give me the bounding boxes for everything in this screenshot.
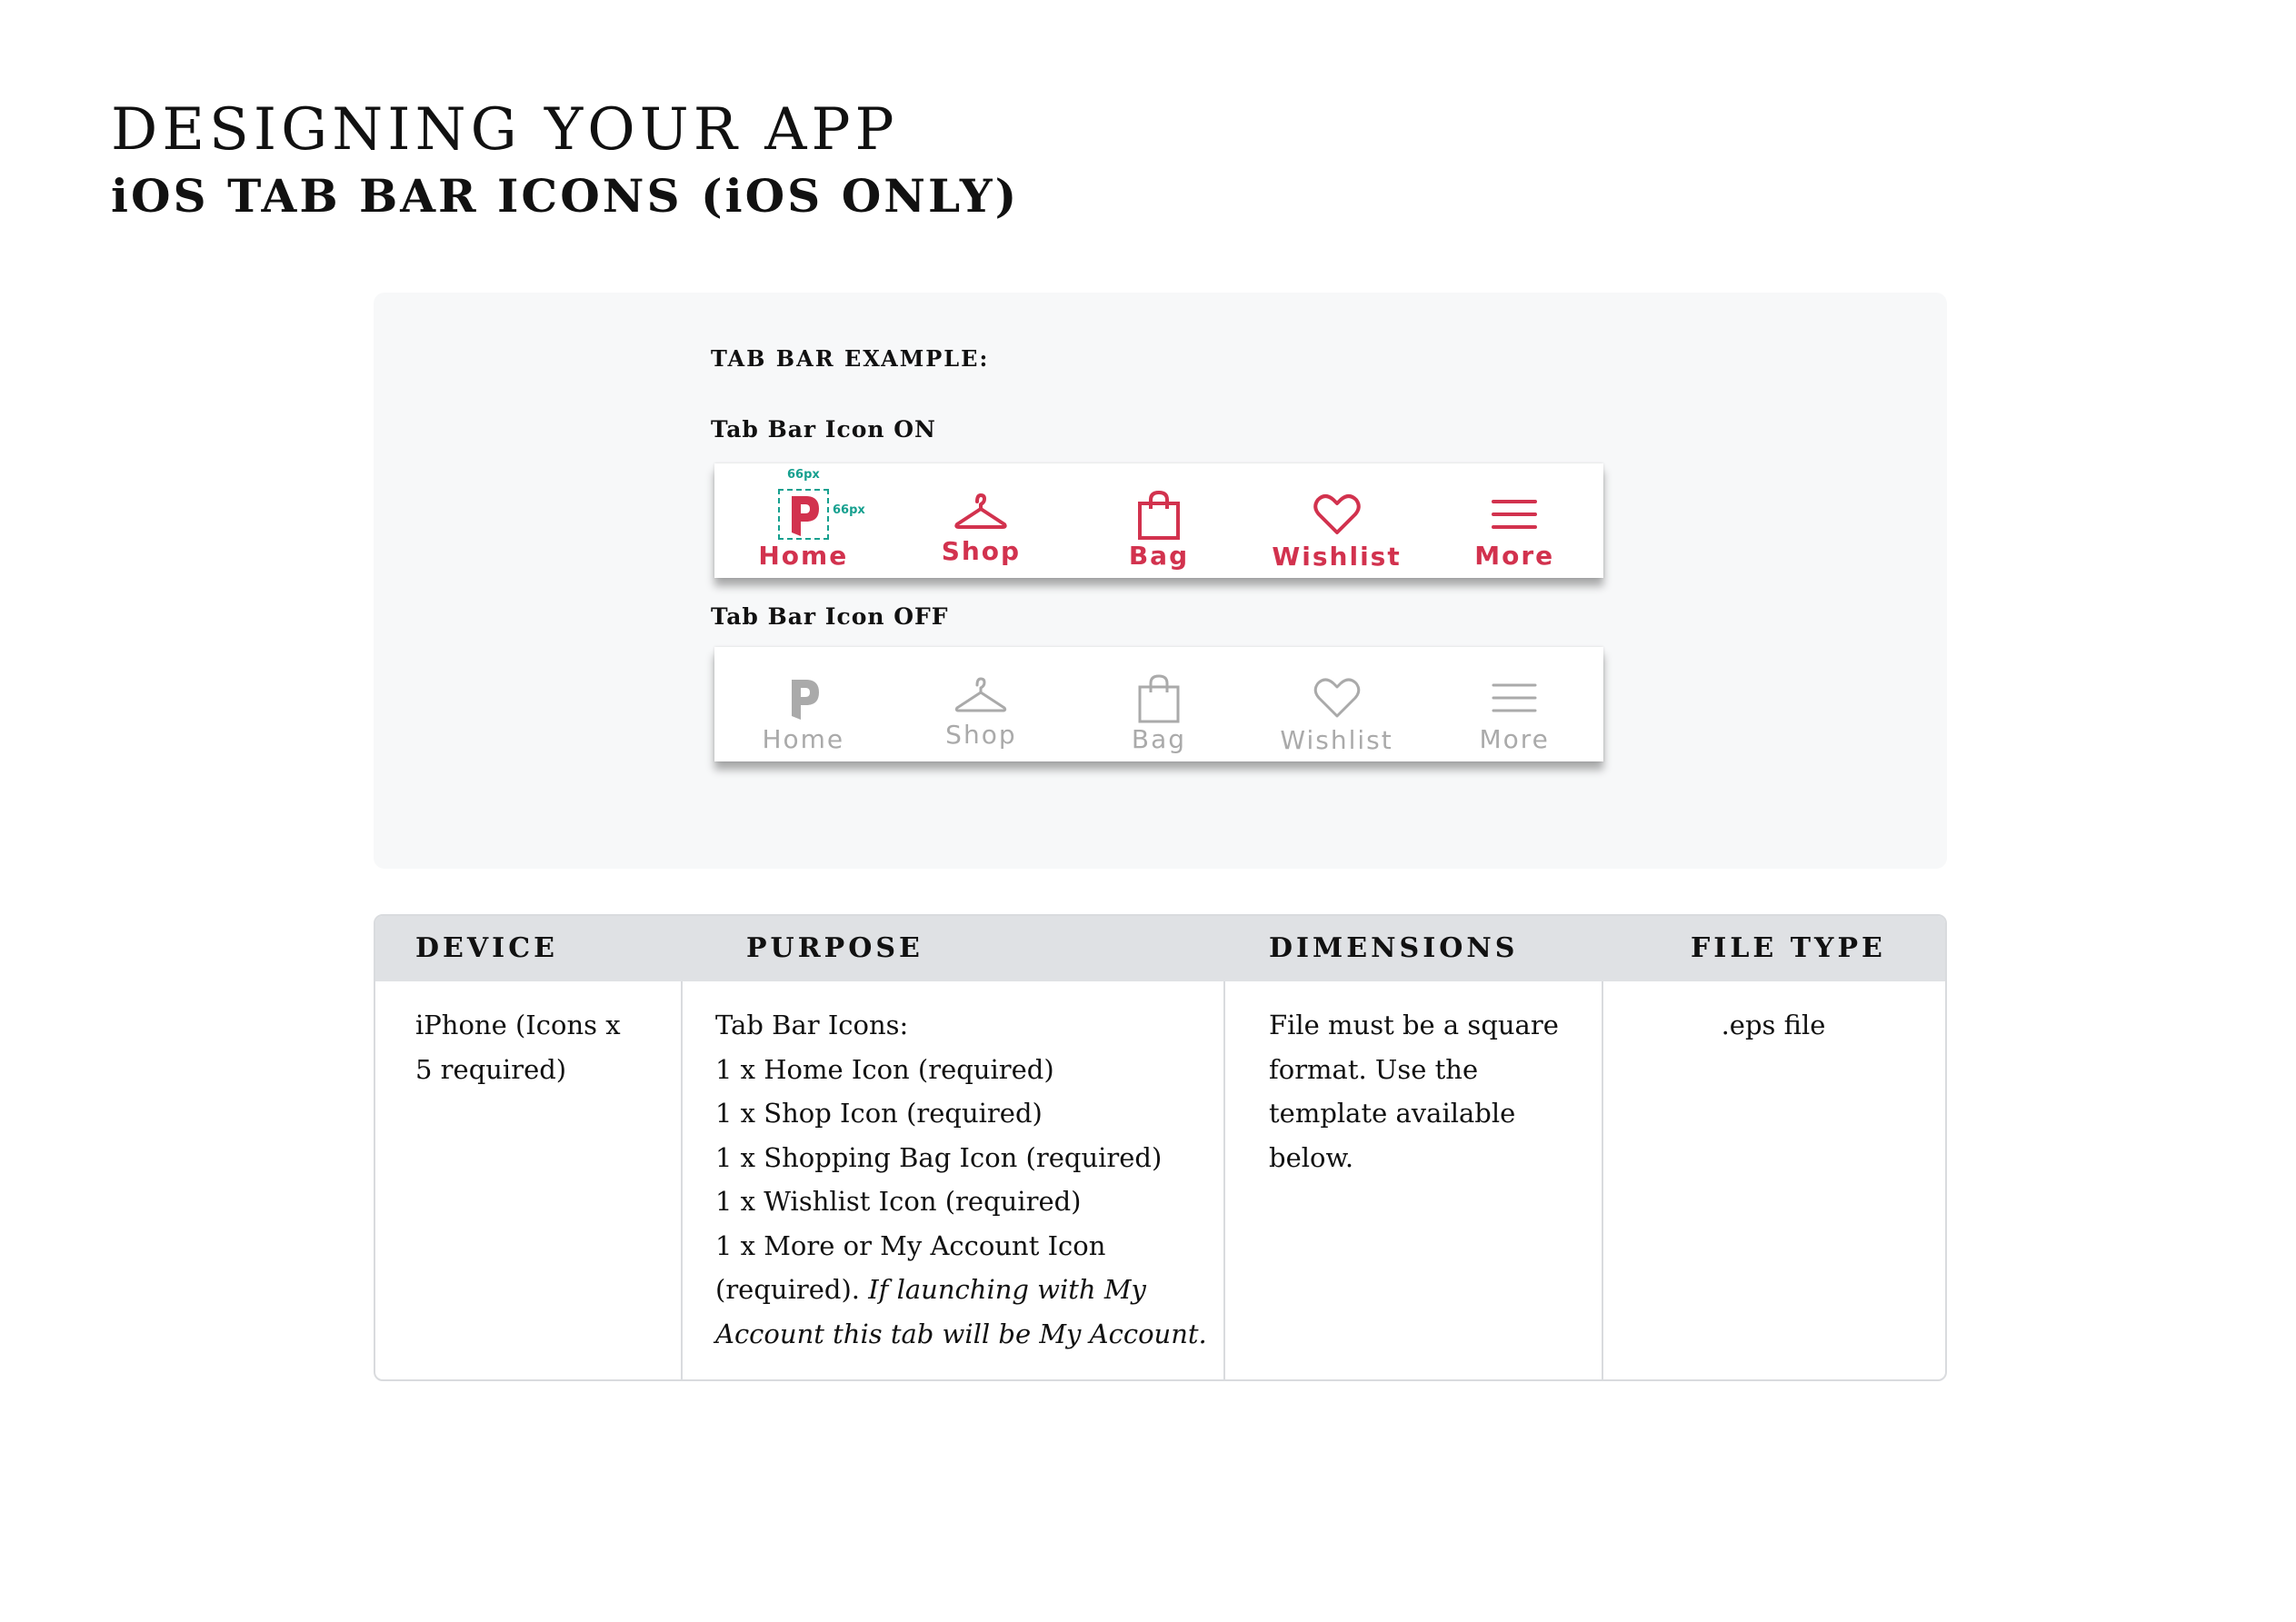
page-subtitle: iOS TAB BAR ICONS (iOS ONLY): [111, 169, 1020, 223]
cell-file-type: .eps file: [1721, 1010, 1826, 1040]
column-divider: [681, 981, 683, 1379]
tab-wishlist: [1248, 463, 1426, 578]
tab-more: [1425, 647, 1603, 761]
tab-bag: [1070, 463, 1248, 578]
tab-bar-on-label: Tab Bar Icon ON: [711, 416, 936, 443]
brand-p-icon: [775, 671, 832, 727]
dimension-guide-box: [778, 489, 829, 540]
example-panel: [374, 293, 1947, 869]
tab-label: Bag: [1131, 724, 1187, 754]
bag-icon: [1131, 671, 1187, 727]
tab-label: More: [1479, 724, 1550, 754]
tab-label: Wishlist: [1280, 725, 1393, 755]
cell-purpose: Tab Bar Icons: 1 x Home Icon (required) 1 x Shop Icon (required) 1 x Shopping Bag Icon (required) 1 x Wishlist Icon (required) 1 x More or My Account Icon (required). If launching with My Account this tab will be My Account.: [715, 1010, 1207, 1349]
header-file-type: FILE TYPE: [1691, 932, 1886, 964]
tab-wishlist: [1248, 647, 1426, 761]
tab-label: Home: [758, 541, 849, 571]
menu-icon: [1486, 487, 1542, 543]
heart-icon: [1309, 671, 1365, 727]
bag-icon: [1131, 487, 1187, 543]
tab-home: [714, 647, 893, 761]
column-divider: [1223, 981, 1225, 1379]
header-purpose: PURPOSE: [746, 932, 923, 964]
tab-bar-off-label: Tab Bar Icon OFF: [711, 603, 949, 630]
page-title: DESIGNING YOUR APP: [111, 96, 899, 164]
dimension-width-label: 66px: [787, 468, 820, 482]
tab-label: Wishlist: [1272, 542, 1402, 572]
tab-shop: [893, 463, 1071, 578]
table-header-row: [375, 916, 1945, 981]
tab-bag: [1070, 647, 1248, 761]
tab-more: [1425, 463, 1603, 578]
menu-icon: [1486, 671, 1542, 727]
cell-device: iPhone (Icons x 5 required): [415, 1010, 621, 1085]
cell-dimensions: File must be a square format. Use the template available below.: [1269, 1010, 1559, 1173]
tab-shop: [893, 647, 1071, 761]
spec-table: [374, 914, 1947, 1381]
header-device: DEVICE: [415, 932, 558, 964]
tab-bar-on: [714, 463, 1603, 578]
tab-label: Home: [762, 724, 845, 754]
hanger-icon: [953, 671, 1009, 727]
dimension-height-label: 66px: [833, 503, 865, 517]
heart-icon: [1309, 487, 1365, 543]
tab-bar-off: [714, 647, 1603, 761]
tab-label: More: [1474, 541, 1555, 571]
hanger-icon: [953, 487, 1009, 543]
header-dimensions: DIMENSIONS: [1269, 932, 1519, 964]
tab-label: Shop: [941, 536, 1022, 566]
tab-label: Shop: [945, 720, 1017, 750]
tab-label: Bag: [1128, 541, 1190, 571]
example-heading: TAB BAR EXAMPLE:: [711, 345, 990, 372]
